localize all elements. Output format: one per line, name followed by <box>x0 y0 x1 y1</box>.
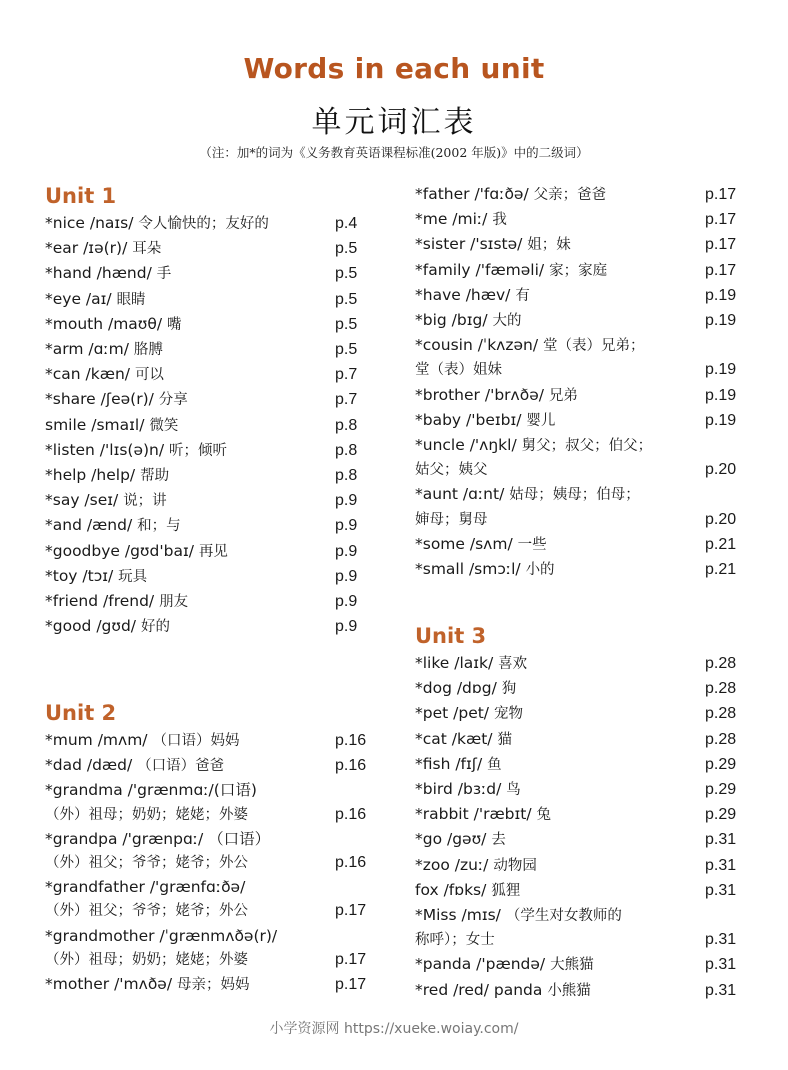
word-entry <box>45 211 375 236</box>
entry-page-number: p.8 <box>335 467 358 485</box>
entry-word: *arm /ɑːm/ <box>45 340 129 359</box>
entry-word: *cat /kæt/ <box>415 729 493 748</box>
word-entry <box>415 333 745 382</box>
entry-line <box>415 676 745 701</box>
entry-page-number: p.19 <box>705 312 737 330</box>
entry-meaning: 狗 <box>501 681 517 698</box>
entry-page-number: p.5 <box>335 240 358 258</box>
entry-page-number: p.9 <box>335 492 358 510</box>
entry-meaning-continued: （外）祖母；奶奶；姥姥；外婆 <box>45 806 248 823</box>
entry-page-number: p.19 <box>705 386 737 404</box>
entry-meaning: 令人愉快的；友好的 <box>138 216 269 232</box>
entry-line <box>45 387 375 412</box>
word-entry <box>45 539 375 564</box>
entry-page-number: p.17 <box>705 261 737 279</box>
word-list <box>415 651 745 1003</box>
entry-line <box>415 701 745 726</box>
word-entry <box>415 978 745 1003</box>
entry-page-number: p.7 <box>335 366 358 384</box>
unit2-section <box>45 698 375 997</box>
entry-meaning: 耳朵 <box>132 241 162 258</box>
entry-meaning: 喜欢 <box>498 656 528 672</box>
word-entry <box>415 482 745 531</box>
entry-meaning: 眼睛 <box>116 291 146 308</box>
entry-meaning: 有 <box>515 287 530 304</box>
entry-word: *panda /'pændə/ <box>415 955 546 974</box>
entry-meaning-continued: （外）祖母；奶奶；姥姥；外婆 <box>45 951 248 968</box>
word-entry <box>415 878 745 903</box>
word-entry <box>415 827 745 852</box>
word-entry <box>45 488 375 513</box>
unit3-section <box>415 621 745 1003</box>
word-entry <box>415 777 745 802</box>
entry-word: *listen /'lɪs(ə)n/ <box>45 440 165 459</box>
entry-word: *help /help/ <box>45 466 136 485</box>
entry-meaning: 微笑 <box>149 417 179 434</box>
entry-word: *can /kæn/ <box>45 365 130 384</box>
entry-word: *dog /dɒg/ <box>415 679 497 698</box>
entry-word: *mother /'mʌðə/ <box>45 975 173 994</box>
entry-line <box>415 258 745 283</box>
entry-line <box>45 413 375 438</box>
entry-page-number: p.16 <box>335 854 367 872</box>
word-entry <box>415 727 745 752</box>
entry-line <box>415 557 745 582</box>
entry-meaning: 朋友 <box>159 594 189 611</box>
entry-page-number: p.19 <box>705 411 737 429</box>
word-entry <box>45 589 375 614</box>
entry-meaning: 婴儿 <box>526 412 556 429</box>
word-list <box>45 728 375 997</box>
entry-line <box>415 853 745 878</box>
entry-meaning: 狐狸 <box>491 882 521 899</box>
entry-page-number: p.5 <box>335 265 358 283</box>
entry-word: *and /ænd/ <box>45 516 133 535</box>
entry-word: *some /sʌm/ <box>415 534 513 553</box>
entry-page-number: p.17 <box>335 902 367 920</box>
entry-line <box>415 433 745 458</box>
entry-page-number: p.17 <box>705 236 737 254</box>
unit-heading: Unit 2 <box>45 701 117 725</box>
entry-page-number: p.16 <box>335 805 367 823</box>
word-entry <box>45 236 375 261</box>
entry-word: *good /gʊd/ <box>45 617 137 636</box>
entry-page-number: p.9 <box>335 567 358 585</box>
word-entry <box>415 903 745 952</box>
entry-line <box>415 532 745 557</box>
entry-page-number: p.9 <box>335 593 358 611</box>
entry-page-number: p.19 <box>705 361 737 379</box>
entry-page-number: p.20 <box>705 510 737 528</box>
entry-line <box>45 513 375 538</box>
entry-page-number: p.5 <box>335 315 358 333</box>
entry-page-number: p.9 <box>335 517 358 535</box>
word-entry <box>45 362 375 387</box>
word-entry <box>415 408 745 433</box>
entry-page-number: p.19 <box>705 286 737 304</box>
entry-line <box>45 337 375 362</box>
entry-page-number: p.8 <box>335 416 358 434</box>
entry-meaning: 可以 <box>134 367 164 384</box>
word-entry <box>415 952 745 977</box>
entry-word: *like /laɪk/ <box>415 654 494 672</box>
entry-page-number: p.31 <box>705 856 737 874</box>
word-entry <box>415 258 745 283</box>
entry-meaning-continued: （外）祖父；爷爷；姥爷；外公 <box>45 903 248 920</box>
entry-line <box>415 752 745 777</box>
word-entry <box>415 182 745 207</box>
word-entry <box>415 283 745 308</box>
entry-line <box>415 827 745 852</box>
entry-line <box>45 924 375 948</box>
entry-word: *nice /naɪs/ <box>45 214 134 232</box>
entry-meaning: 和；与 <box>137 518 181 535</box>
entry-line <box>45 287 375 312</box>
entry-line <box>415 283 745 308</box>
entry-page-number: p.9 <box>335 618 358 636</box>
entry-line <box>45 438 375 463</box>
entry-word: *sister /'sɪstə/ <box>415 235 523 254</box>
entry-word: *cousin /ˈkʌzən/ <box>415 336 539 355</box>
unit-heading: Unit 1 <box>45 184 117 208</box>
word-list <box>415 182 745 582</box>
entry-page-number: p.28 <box>705 655 737 672</box>
word-entry <box>45 972 375 997</box>
entry-word: *grandma /'grænmɑː/(口语) <box>45 781 257 800</box>
entry-page-number: p.17 <box>335 976 367 994</box>
entry-page-number: p.29 <box>705 781 737 799</box>
entry-meaning: 兔 <box>536 807 552 824</box>
entry-word: *pet /pet/ <box>415 704 490 723</box>
entry-page-number: p.21 <box>705 535 737 553</box>
word-entry <box>45 463 375 488</box>
entry-meaning: 父亲；爸爸 <box>533 187 607 203</box>
entry-meaning: 手 <box>156 266 172 283</box>
entry-page-number: p.17 <box>705 186 737 203</box>
word-entry <box>45 387 375 412</box>
entry-word: *hand /hænd/ <box>45 264 152 283</box>
entry-page-number: p.31 <box>705 956 737 974</box>
entry-word: *Miss /mɪs/ <box>415 906 501 925</box>
entry-word: *big /bɪg/ <box>415 311 488 330</box>
entry-meaning: 姑母；姨母；伯母； <box>509 487 640 504</box>
entry-word: *friend /frend/ <box>45 592 155 611</box>
word-entry <box>415 308 745 333</box>
entry-line <box>415 308 745 333</box>
entry-meaning: （口语）妈妈 <box>152 733 240 749</box>
entry-line <box>415 182 745 207</box>
entry-line <box>45 589 375 614</box>
entry-word: *mum /mʌm/ <box>45 731 148 749</box>
entry-word: *baby /'beɪbɪ/ <box>415 410 522 429</box>
word-entry <box>415 802 745 827</box>
entry-word: *share /ʃeə(r)/ <box>45 390 154 409</box>
word-entry <box>45 827 375 875</box>
entry-meaning: 姐；妹 <box>527 237 571 254</box>
entry-word: *small /smɔːl/ <box>415 560 521 579</box>
entry-word: *mouth /maʊθ/ <box>45 314 163 333</box>
entry-meaning: 母亲；妈妈 <box>177 977 250 994</box>
entry-word: *zoo /zuː/ <box>415 855 489 874</box>
word-entry <box>45 564 375 589</box>
entry-line <box>45 488 375 513</box>
entry-word: *grandpa /'grænpɑː/ （口语） <box>45 829 271 848</box>
entry-word: *brother /'brʌðə/ <box>415 385 544 404</box>
entry-line <box>415 802 745 827</box>
word-entry <box>415 676 745 701</box>
entry-meaning: 鸟 <box>506 782 521 799</box>
entry-meaning: 帮助 <box>140 468 170 485</box>
entry-line <box>45 539 375 564</box>
entry-line <box>45 827 375 851</box>
word-entry <box>415 752 745 777</box>
entry-meaning: 大熊猫 <box>550 957 594 974</box>
entry-line <box>415 727 745 752</box>
word-entry <box>45 753 375 778</box>
entry-meaning: 鱼 <box>487 756 502 773</box>
word-entry <box>45 413 375 438</box>
entry-word: *family /'fæməli/ <box>415 260 545 279</box>
page-title-english: Words in each unit <box>243 52 545 85</box>
entry-meaning-continued: 堂（表）姐妹 <box>415 362 502 379</box>
entry-meaning: 动物园 <box>493 857 537 874</box>
entry-line <box>415 952 745 977</box>
entry-page-number: p.7 <box>335 391 358 409</box>
entry-word: *eye /aɪ/ <box>45 289 112 308</box>
entry-page-number: p.17 <box>335 950 367 968</box>
entry-meaning: 小熊猫 <box>547 982 591 999</box>
entry-line <box>415 383 745 408</box>
entry-word: *aunt /ɑːnt/ <box>415 485 505 504</box>
word-entry <box>415 701 745 726</box>
entry-page-number: p.20 <box>705 461 737 479</box>
word-entry <box>415 532 745 557</box>
entry-line <box>45 362 375 387</box>
entry-page-number: p.16 <box>335 732 367 749</box>
unit-heading: Unit 3 <box>415 624 487 648</box>
entry-page-number: p.31 <box>705 831 737 849</box>
entry-line <box>45 564 375 589</box>
entry-meaning-continued: 婶母；舅母 <box>415 511 488 528</box>
entry-line <box>415 408 745 433</box>
entry-word: *dad /dæd/ <box>45 756 133 775</box>
entry-line <box>45 211 375 236</box>
entry-line <box>45 778 375 802</box>
entry-word: *grandfather /'grænfɑːðə/ <box>45 878 246 897</box>
word-entry <box>415 207 745 232</box>
word-entry <box>45 287 375 312</box>
entry-meaning: （口语）爸爸 <box>137 758 225 775</box>
entry-line <box>415 333 745 358</box>
entry-page-number: p.31 <box>705 881 737 899</box>
word-entry <box>45 924 375 972</box>
entry-page-number: p.16 <box>335 757 367 775</box>
entry-page-number: p.29 <box>705 755 737 773</box>
entry-page-number: p.31 <box>705 981 737 999</box>
entry-word: fox /fɒks/ <box>415 880 487 899</box>
entry-meaning: 好的 <box>140 619 170 636</box>
entry-line <box>415 207 745 232</box>
entry-word: *goodbye /gʊd'baɪ/ <box>45 541 194 560</box>
entry-meaning: 我 <box>492 212 507 229</box>
entry-line <box>45 728 375 753</box>
entry-word: *me /miː/ <box>415 210 488 229</box>
entry-line <box>415 903 745 928</box>
entry-page-number: p.5 <box>335 341 358 359</box>
entry-line <box>45 463 375 488</box>
entry-line <box>415 878 745 903</box>
entry-page-number: p.17 <box>705 211 737 229</box>
entry-meaning: 玩具 <box>118 568 148 585</box>
entry-meaning: 舅父；叔父；伯父； <box>521 438 653 455</box>
entry-meaning: 家；家庭 <box>549 262 608 279</box>
entry-line <box>415 651 745 676</box>
entry-word: *ear /ɪə(r)/ <box>45 239 128 258</box>
unit1-section <box>45 181 375 639</box>
entry-meaning: 一些 <box>517 536 547 553</box>
word-entry <box>45 337 375 362</box>
footer-source-link[interactable]: 小学资源网 https://xueke.woiay.com/ <box>269 1021 519 1037</box>
word-entry <box>45 513 375 538</box>
entry-meaning: 听；倾听 <box>169 442 228 459</box>
entry-line <box>45 236 375 261</box>
entry-meaning: （学生对女教师的 <box>505 908 622 925</box>
entry-meaning: 大的 <box>492 313 522 330</box>
entry-meaning: 宠物 <box>493 706 523 723</box>
entry-page-number: p.9 <box>335 542 358 560</box>
entry-line <box>45 972 375 997</box>
entry-word: *say /seɪ/ <box>45 491 119 510</box>
word-entry <box>415 433 745 482</box>
entry-page-number: p.8 <box>335 441 358 459</box>
entry-page-number: p.31 <box>705 931 737 949</box>
entry-word: *grandmother /ˈgrænmʌðə(r)/ <box>45 926 278 945</box>
word-entry <box>45 261 375 286</box>
entry-page-number: p.28 <box>705 680 737 698</box>
entry-page-number: p.28 <box>705 705 737 723</box>
word-entry <box>415 232 745 257</box>
entry-meaning: 分享 <box>158 392 188 409</box>
word-entry <box>45 614 375 639</box>
entry-line <box>45 875 375 899</box>
page-title-chinese: 单元词汇表 <box>311 105 477 140</box>
word-list <box>45 211 375 639</box>
entry-meaning: 再见 <box>198 543 228 560</box>
word-entry <box>415 557 745 582</box>
entry-line <box>415 777 745 802</box>
entry-word: *have /hæv/ <box>415 285 511 304</box>
entry-meaning: 猫 <box>497 731 512 748</box>
word-entry <box>415 651 745 676</box>
entry-page-number: p.29 <box>705 806 737 824</box>
unit2-continued-section <box>415 182 745 582</box>
entry-meaning-continued: 姑父；姨父 <box>415 462 488 479</box>
entry-meaning: 去 <box>491 832 506 849</box>
entry-line <box>45 312 375 337</box>
word-entry <box>45 875 375 923</box>
entry-word: *fish /fɪʃ/ <box>415 754 483 773</box>
word-entry <box>415 853 745 878</box>
entry-page-number: p.4 <box>335 215 358 232</box>
entry-meaning: 胳膊 <box>133 342 163 359</box>
page-note: （注：加*的词为《义务教育英语课程标准(2002 年版)》中的二级词） <box>199 145 589 160</box>
entry-page-number: p.5 <box>335 290 358 308</box>
entry-word: smile /smaɪl/ <box>45 415 145 434</box>
entry-line <box>415 482 745 507</box>
entry-word: *toy /tɔɪ/ <box>45 566 114 585</box>
entry-meaning: 小的 <box>525 562 555 579</box>
entry-line <box>45 614 375 639</box>
entry-meaning: 嘴 <box>167 316 182 333</box>
entry-line <box>415 232 745 257</box>
entry-meaning: 堂（表）兄弟； <box>543 338 645 355</box>
word-entry <box>45 312 375 337</box>
entry-meaning-continued: （外）祖父；爷爷；姥爷；外公 <box>45 855 248 872</box>
word-entry <box>45 728 375 753</box>
entry-word: *father /'fɑːðə/ <box>415 185 529 203</box>
word-entry <box>45 438 375 463</box>
entry-line <box>45 753 375 778</box>
entry-meaning: 说；讲 <box>123 493 167 510</box>
entry-word: *red /red/ panda <box>415 980 543 999</box>
entry-page-number: p.21 <box>705 561 737 579</box>
entry-word: *uncle /'ʌŋkl/ <box>415 436 517 455</box>
entry-meaning: 兄弟 <box>548 387 578 404</box>
entry-word: *bird /bɜːd/ <box>415 780 502 799</box>
entry-page-number: p.28 <box>705 730 737 748</box>
entry-line <box>415 978 745 1003</box>
entry-word: *rabbit /'ræbɪt/ <box>415 805 532 824</box>
entry-meaning-continued: 称呼）；女士 <box>415 932 495 949</box>
entry-word: *go /gəʊ/ <box>415 830 487 849</box>
word-entry <box>45 778 375 826</box>
word-entry <box>415 383 745 408</box>
entry-line <box>45 261 375 286</box>
